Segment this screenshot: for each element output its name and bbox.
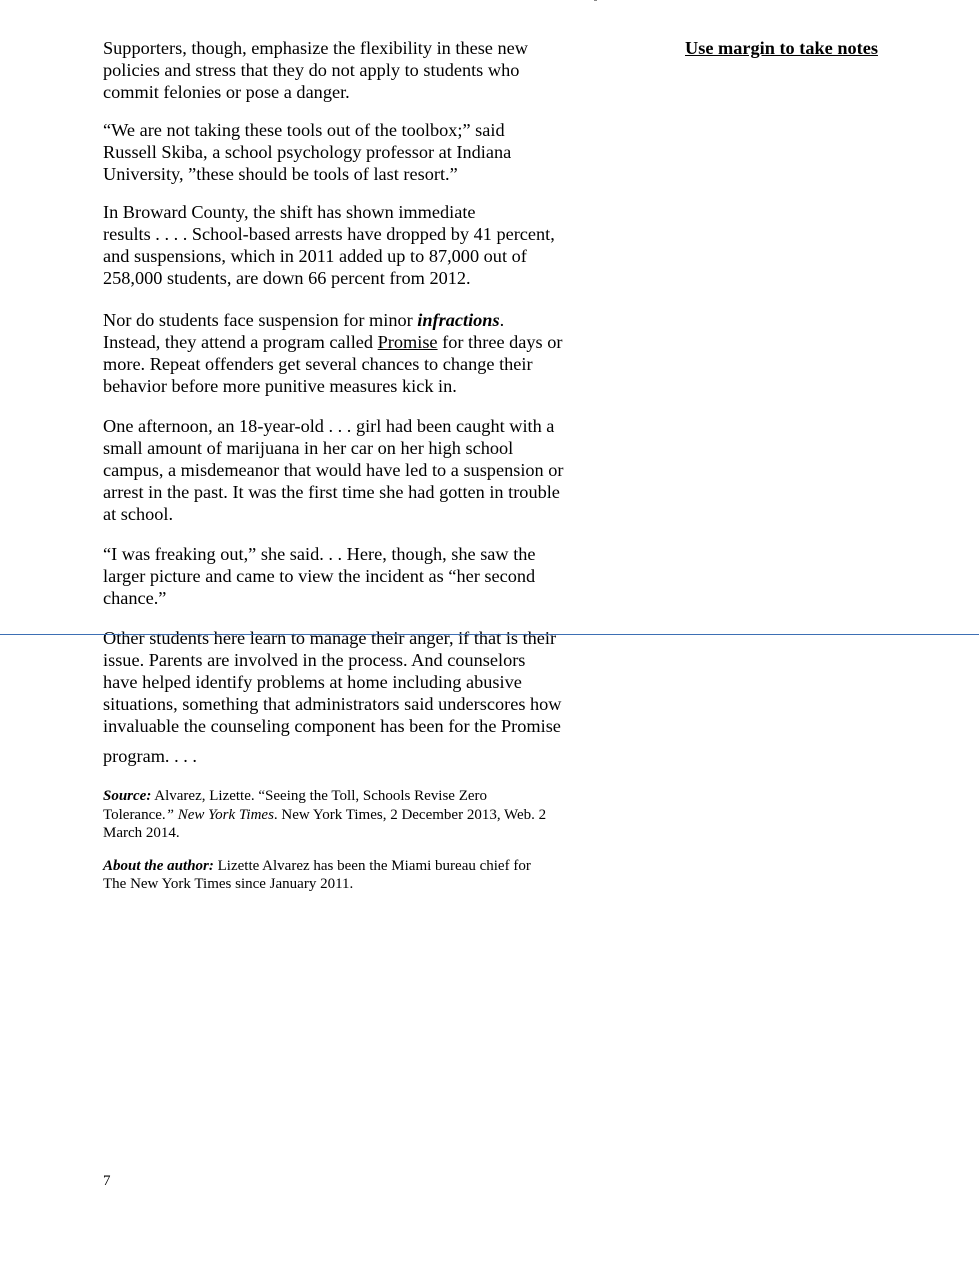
infractions-text-before: Nor do students face suspension for minor [103,310,418,330]
source-publication: ” New York Times [165,806,274,823]
paragraph-student-story: One afternoon, an 18-year-old . . . girl had been caught with a small amount of marijuana in her car on her high school campus, a misdemeanor that would have led to a suspension or arrest in the past. It was the first time she had gotten in trouble at school. [103,416,564,524]
about-author [103,857,595,894]
counseling-text: Other students here learn to manage their anger, if that is their issue. Parents are involved in the process. And counselors have helped identify problems at home including abusive situations, something that administrators said underscores how invaluable the counseling component has been for the Promise [103,628,562,736]
infractions-text-mid: . Instead, they attend a program called [103,310,505,352]
paragraph-counseling [103,627,595,767]
paragraph-broward-results: In Broward County, the shift has shown immediate results . . . . School-based arrests have dropped by 41 percent, and suspensions, which in 2011 added up to 87,000 out of 258,000 students, are down 66 percent from 2012. [103,202,555,288]
paragraph-supporters: Supporters, though, emphasize the flexibility in these new policies and stress that they do not apply to students who commit felonies or pose a danger. [103,38,528,102]
source-citation [103,787,595,843]
margin-note-heading: Use margin to take notes [685,38,878,58]
paragraph-second-chance: “I was freaking out,” she said. . . Here, though, she saw the larger picture and came to view the incident as “her second chance.” [103,544,536,608]
about-author-text: Lizette Alvarez has been the Miami bureau chief for The New York Times since January 2011. [103,857,531,892]
promise-link[interactable]: Promise [377,332,438,352]
source-label: Source: [103,788,152,804]
infractions-text-after: for three days or more. Repeat offenders get several chances to change their behavior before more punitive measures kick in. [103,332,563,396]
about-author-label: About the author: [103,857,214,874]
horizontal-divider [0,634,979,635]
counseling-text-end: program. . . . [103,746,197,766]
article-column [103,37,595,894]
source-text-a: Alvarez, Lizette. “Seeing the Toll, Schools Revise Zero Tolerance. [103,788,488,823]
scan-mark [594,0,597,1]
page-number: 7 [103,1173,111,1189]
paragraph-infractions [103,309,595,397]
paragraph-skiba-quote: “We are not taking these tools out of the toolbox;” said Russell Skiba, a school psychology professor at Indiana University, ”these should be tools of last resort.” [103,120,512,184]
infractions-term: infractions [417,310,500,330]
source-text-b: . New York Times, 2 December 2013, Web. 2 March 2014. [103,806,547,841]
